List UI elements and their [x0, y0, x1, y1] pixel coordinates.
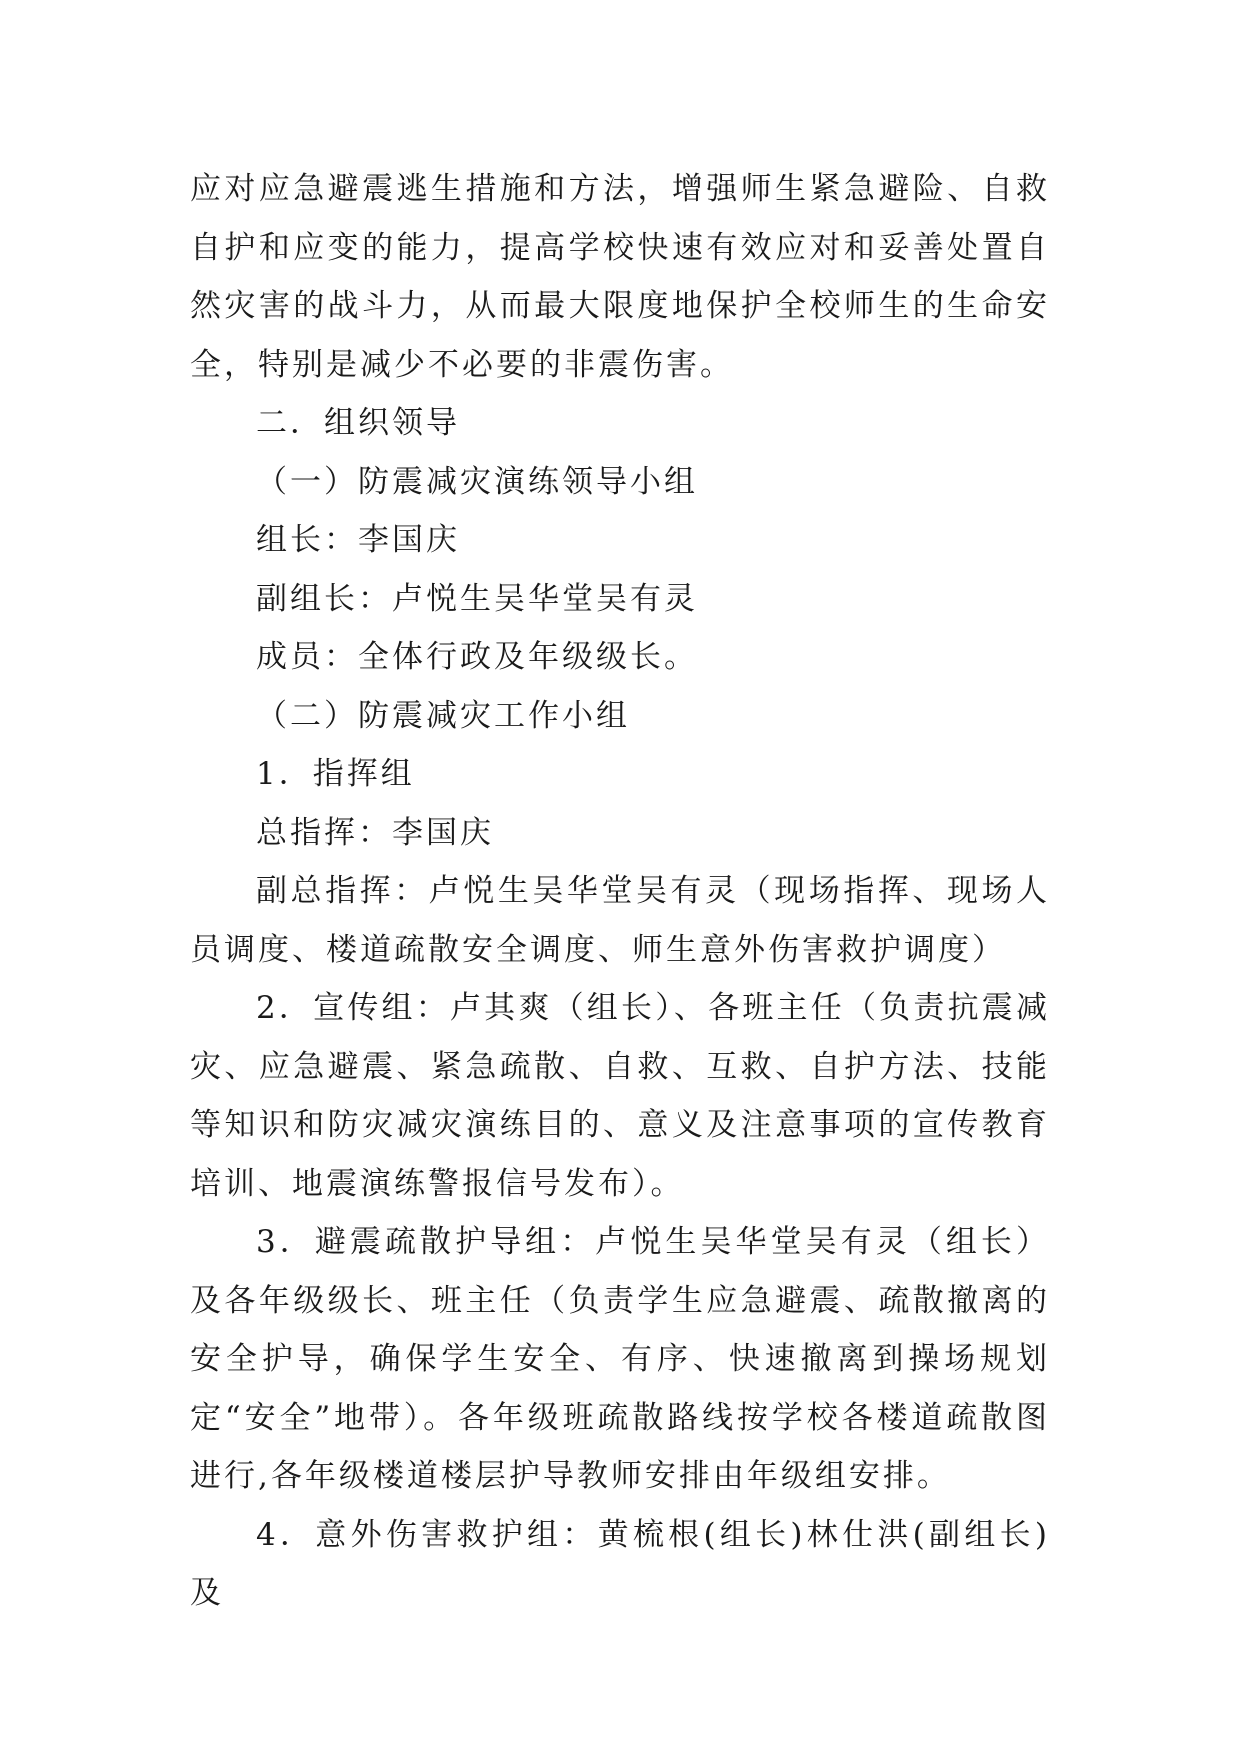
subsection-heading-leadership-group: （一）防震减灾演练领导小组	[256, 463, 698, 500]
document-body	[190, 160, 1050, 1623]
section-heading-organization: 二．组织领导	[256, 405, 460, 441]
members-line: 成员：全体行政及年级级长。	[256, 639, 698, 675]
item-evacuation-guide-group: 3．避震疏散护导组：卢悦生吴华堂吴有灵（组长）及各年级级长、班主任（负责学生应急避震、疏散撤离的安全护导，确保学生安全、有序、快速撤离到操场规划定“安全”地带）。各年级班疏散路线按学校各楼道疏散图进行,各年级楼道楼层护导教师安排由年级组安排。	[190, 1224, 1050, 1494]
deputy-leader-line: 副组长：卢悦生吴华堂吴有灵	[256, 580, 698, 617]
deputy-commander-paragraph: 副总指挥：卢悦生吴华堂吴有灵（现场指挥、现场人员调度、楼道疏散安全调度、师生意外伤害救护调度）	[190, 873, 1050, 968]
subsection-heading-working-group: （二）防震减灾工作小组	[256, 697, 630, 734]
group-leader-line: 组长：李国庆	[256, 522, 460, 558]
item-injury-rescue-group: 4．意外伤害救护组：黄梳根(组长)林仕洪(副组长)及	[190, 1516, 1050, 1611]
intro-paragraph-continued: 应对应急避震逃生措施和方法，增强师生紧急避险、自救自护和应变的能力，提高学校快速有效应对和妥善处置自然灾害的战斗力，从而最大限度地保护全校师生的生命安全，特别是减少不必要的非震伤害。	[190, 171, 1050, 383]
chief-commander-line: 总指挥：李国庆	[256, 814, 494, 851]
item-command-group: 1．指挥组	[256, 756, 415, 792]
item-publicity-group: 2．宣传组：卢其爽（组长）、各班主任（负责抗震减灾、应急避震、紧急疏散、自救、互救、自护方法、技能等知识和防灾减灾演练目的、意义及注意事项的宣传教育培训、地震演练警报信号发布）。	[190, 990, 1050, 1202]
